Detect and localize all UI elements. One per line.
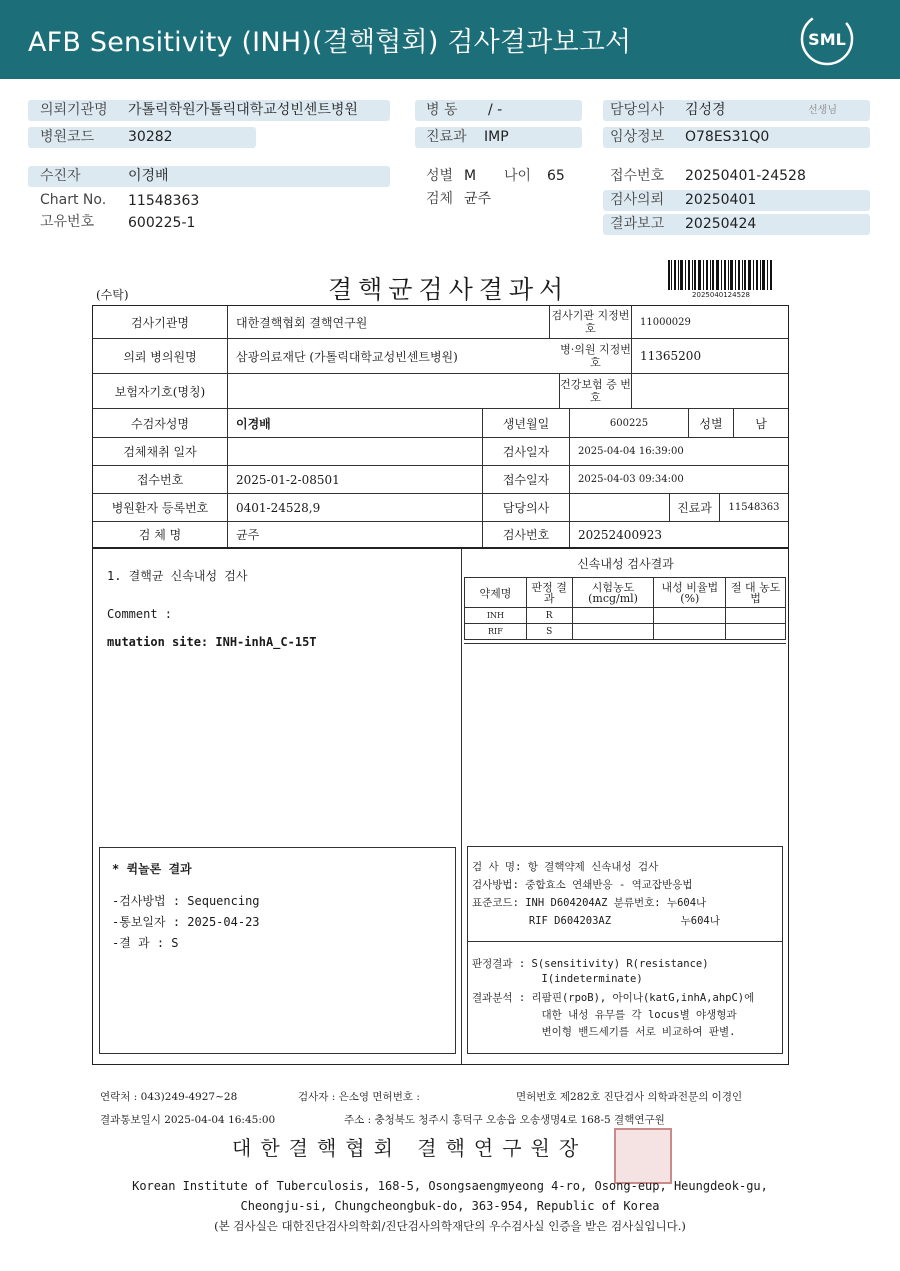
dept-value-cell: 11548363 — [720, 494, 788, 522]
receipt-no-value: 2025-01-2-08501 — [228, 466, 483, 494]
barcode-number: 2025040124528 — [692, 291, 750, 299]
clinic-code-value: 11365200 — [632, 339, 788, 374]
ward-label: 병 동 — [426, 102, 458, 118]
absolute-cell — [726, 624, 786, 640]
doctor-suffix: 선생님 — [808, 105, 837, 116]
official-seal — [614, 1128, 672, 1184]
ratio-cell — [654, 624, 726, 640]
organization-name: 대한결핵협회 결핵연구원장 — [232, 1136, 588, 1160]
footer-tester: 검사자 : 은소영 면허번호 : — [298, 1091, 420, 1103]
hospital-code-value: 30282 — [128, 129, 173, 145]
reg-no-value: 0401-24528,9 — [228, 494, 483, 522]
method-line: RIF D604203AZ 누604나 — [472, 915, 720, 927]
judgement-cell: S — [526, 624, 572, 640]
unique-label: 고유번호 — [40, 214, 95, 230]
sensitivity-table — [464, 577, 786, 640]
table-row — [465, 608, 786, 624]
request-label: 검사의뢰 — [610, 192, 665, 208]
judgement-cell: R — [526, 608, 572, 624]
dept-label-cell: 진료과 — [670, 494, 720, 522]
doctor-value: 김성경 — [685, 102, 726, 118]
certification-note: (본 검사실은 대한진단검사의학회/진단검사의학재단의 우수검사실 인증을 받은 검사실입니다.) — [214, 1219, 686, 1233]
concentration-cell — [572, 624, 654, 640]
ordering-org-value: 가톨릭학원가톨릭대학교성빈센트병원 — [128, 102, 358, 118]
patient-label: 수진자 — [40, 168, 81, 184]
dept-value: IMP — [484, 129, 509, 145]
result-section — [92, 548, 789, 1065]
footer-notify: 결과통보일시 2025-04-04 16:45:00 — [100, 1114, 276, 1126]
req-hospital-label: 의뢰 병의원명 — [93, 339, 228, 374]
age-value: 65 — [547, 168, 565, 184]
table-bottom-rule — [464, 643, 786, 644]
sex-value-cell: 남 — [734, 409, 788, 438]
insured-label: 보험자기호(명칭) — [93, 374, 228, 409]
interpret-line: 변이형 밴드세기를 서로 비교하여 판별. — [472, 1026, 736, 1038]
doctor-label: 담당의사 — [610, 102, 665, 118]
interpretation-box — [467, 941, 783, 1054]
panel-heading: 1. 결핵균 신속내성 검사 — [107, 569, 248, 583]
quick-result-box — [99, 847, 456, 1054]
footer-address: 주소 : 충청북도 청주시 흥덕구 오송읍 오송생명4로 168-5 결핵연구원 — [344, 1114, 665, 1126]
patient-pill — [28, 166, 390, 187]
ratio-cell — [654, 608, 726, 624]
footer-contact: 연락처 : 043)249-4927~28 — [100, 1091, 238, 1103]
lab-code-label: 검사기관 지정번호 — [550, 306, 632, 339]
report-title: AFB Sensitivity (INH)(결핵협회) 검사결과보고서 — [28, 27, 632, 58]
report-date-value: 20250424 — [685, 216, 757, 232]
chart-label: Chart No. — [40, 192, 107, 208]
health-ins-value — [632, 374, 788, 409]
examinee-label: 수검자성명 — [93, 409, 228, 438]
header-cell: 판정 결과 — [526, 578, 572, 608]
receipt-value: 20250401-24528 — [685, 168, 806, 184]
birth-label: 생년월일 — [483, 409, 570, 438]
interpret-line: 결과분석 : 리팜핀(rpoB), 아이나(katG,inhA,ahpC)에 — [472, 992, 755, 1004]
collect-label: 검체채취 일자 — [93, 438, 228, 466]
divider — [461, 549, 462, 1064]
specimen-label-cell: 검 체 명 — [93, 522, 228, 547]
header-cell: 내성 비율법(%) — [654, 578, 726, 608]
report-info-grid — [92, 305, 789, 548]
test-no-label: 검사번호 — [483, 522, 570, 547]
header-bar — [0, 0, 900, 79]
suwtak-label: (수탁) — [96, 288, 129, 302]
drug-cell: INH — [465, 608, 527, 624]
specimen-value: 균주 — [464, 191, 492, 207]
receipt-date-value: 2025-04-03 09:34:00 — [570, 466, 788, 494]
method-line: 검 사 명: 항 결핵약제 신속내성 검사 — [472, 861, 659, 873]
sml-logo — [798, 10, 856, 68]
ordering-org-label: 의뢰기관명 — [40, 102, 108, 118]
examinee-value: 이경배 — [228, 409, 483, 438]
doctor-value-cell — [570, 494, 670, 522]
receipt-no-label: 접수번호 — [93, 466, 228, 494]
ward-value: / - — [488, 102, 503, 118]
clinic-code-label: 병·의원 지정번호 — [560, 339, 632, 374]
doctor-label-cell: 담당의사 — [483, 494, 570, 522]
interpret-line: 판정결과 : S(sensitivity) R(resistance) — [472, 958, 709, 970]
table-row — [465, 624, 786, 640]
clinical-value: O78ES31Q0 — [685, 129, 770, 145]
lab-name-value: 대한결핵협회 결핵연구원 — [228, 306, 550, 339]
mutation-site: mutation site: INH-inhA_C-15T — [107, 635, 317, 649]
sex-value: M — [464, 168, 477, 184]
quick-result-title: * 퀵놀론 결과 — [112, 862, 192, 876]
chart-value: 11548363 — [128, 193, 200, 209]
unique-value: 600225-1 — [128, 215, 196, 231]
test-date-label: 검사일자 — [483, 438, 570, 466]
quick-result-notify: -통보일자 : 2025-04-23 — [112, 915, 260, 929]
age-label: 나이 — [504, 168, 532, 184]
collect-value — [228, 438, 483, 466]
header-cell: 시험농도 (mcg/ml) — [572, 578, 654, 608]
specimen-value-cell: 균주 — [228, 522, 483, 547]
english-address-line1: Korean Institute of Tuberculosis, 168-5, Osongsaengmyeong 4-ro, Osong-eup, Heungdeok-gu, — [132, 1179, 768, 1193]
concentration-cell — [572, 608, 654, 624]
footer-license: 면허번호 제282호 진단검사 의학과전문의 이경인 — [516, 1091, 743, 1103]
hospital-code-label: 병원코드 — [40, 129, 95, 145]
clinical-label: 임상정보 — [610, 129, 665, 145]
test-date-value: 2025-04-04 16:39:00 — [570, 438, 788, 466]
absolute-cell — [726, 608, 786, 624]
sensitivity-title: 신속내성 검사결과 — [577, 557, 674, 571]
sex-label-cell: 성별 — [689, 409, 734, 438]
header-cell: 절 대 농도법 — [726, 578, 786, 608]
insured-value — [228, 374, 560, 409]
method-box — [467, 846, 783, 942]
test-no-value: 20252400923 — [578, 527, 662, 542]
lab-code-value: 11000029 — [632, 306, 788, 339]
req-hospital-value: 삼광의료재단 (가톨릭대학교성빈센트병원) — [228, 339, 632, 374]
receipt-label: 접수번호 — [610, 168, 665, 184]
quick-result-result: -결 과 : S — [112, 936, 179, 950]
interpret-line: I(indeterminate) — [472, 973, 643, 985]
birth-value: 600225 — [570, 409, 689, 438]
lab-name-label: 검사기관명 — [93, 306, 228, 339]
receipt-date-label: 접수일자 — [483, 466, 570, 494]
logo-text: SML — [808, 30, 846, 49]
comment-label: Comment : — [107, 607, 173, 621]
method-line: 검사방법: 중합효소 연쇄반응 - 역교잡반응법 — [472, 879, 693, 891]
method-line: 표준코드: INH D604204AZ 분류번호: 누604나 — [472, 897, 707, 909]
report-date-label: 결과보고 — [610, 216, 665, 232]
health-ins-label: 건강보험 증 번 호 — [560, 374, 632, 409]
reg-no-label: 병원환자 등록번호 — [93, 494, 228, 522]
patient-value: 이경배 — [128, 168, 169, 184]
barcode-icon — [668, 260, 774, 290]
report-doc-title: 결핵균검사결과서 — [328, 275, 570, 304]
interpret-line: 대한 내성 유무를 각 locus별 야생형과 — [472, 1009, 737, 1021]
drug-cell: RIF — [465, 624, 527, 640]
header-cell: 약제명 — [465, 578, 527, 608]
specimen-label: 검체 — [426, 191, 454, 207]
english-address-line2: Cheongju-si, Chungcheongbuk-do, 363-954, Republic of Korea — [240, 1199, 660, 1213]
sex-label: 성별 — [426, 168, 454, 184]
table-header-row — [465, 578, 786, 608]
dept-label: 진료과 — [426, 129, 467, 145]
quick-result-method: -검사방법 : Sequencing — [112, 894, 260, 908]
request-value: 20250401 — [685, 192, 757, 208]
